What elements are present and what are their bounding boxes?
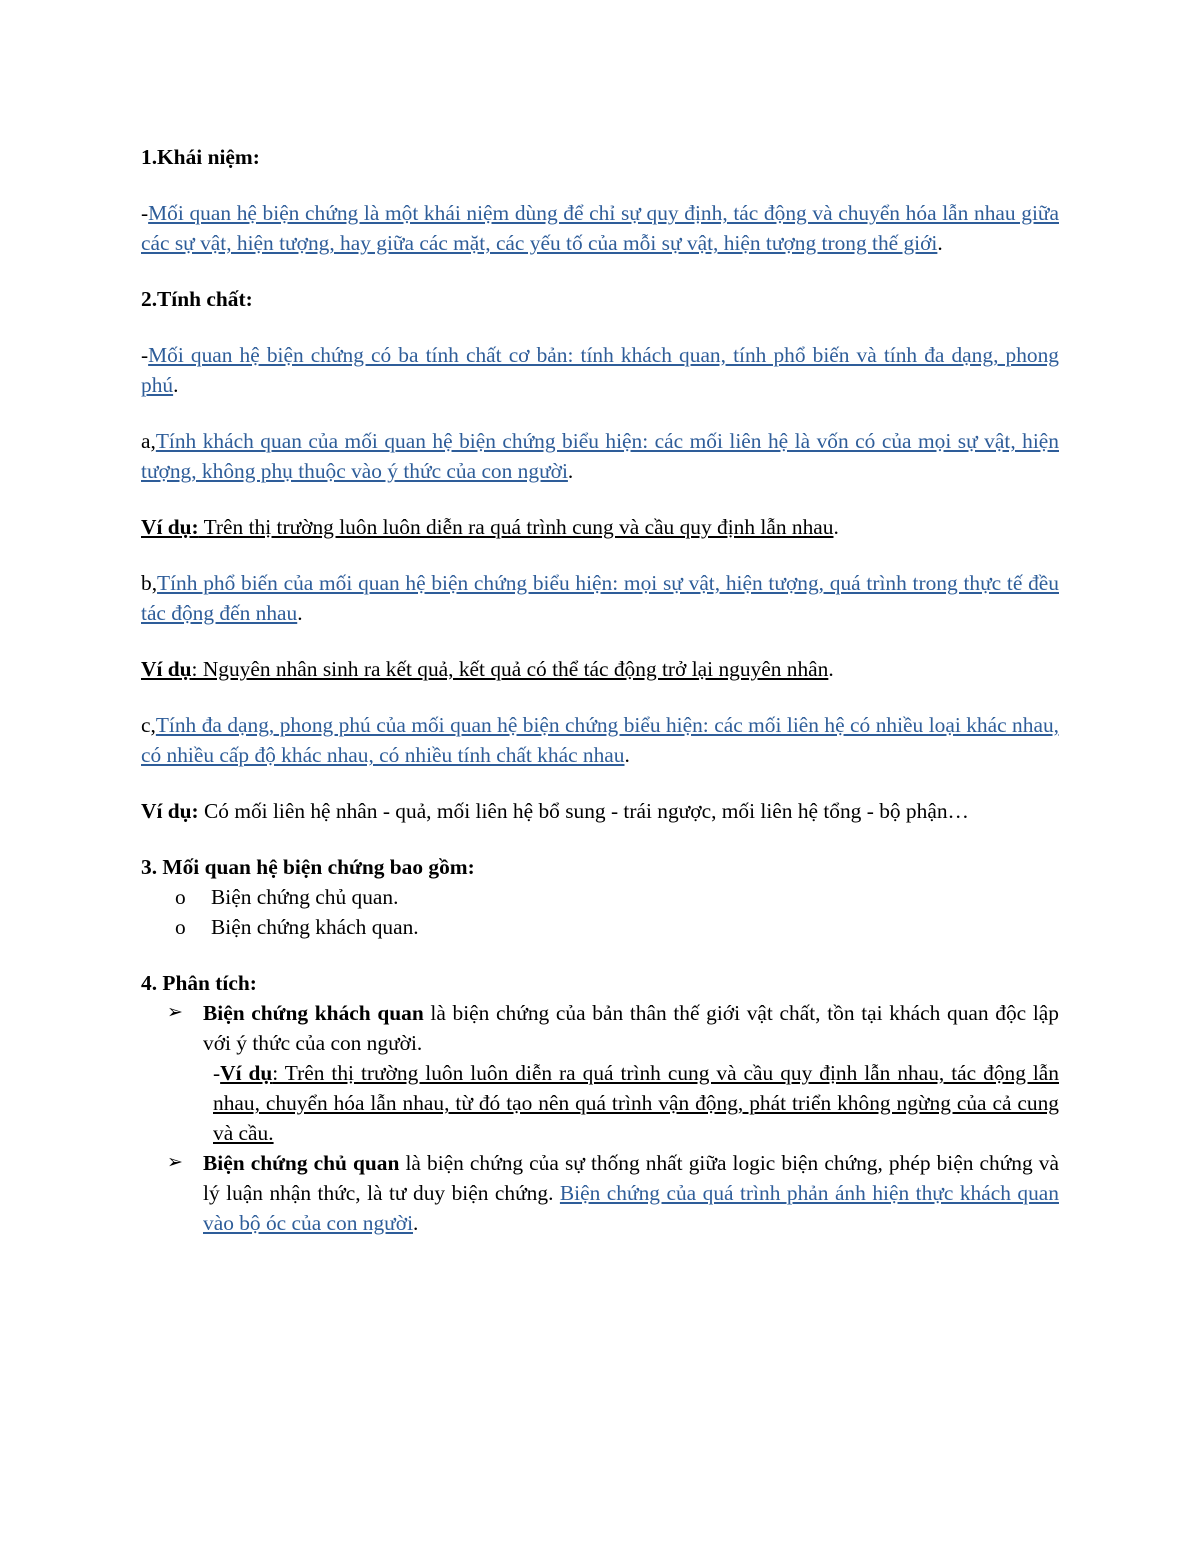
example-3: Ví dụ: Có mối liên hệ nhân - quả, mối liên hệ bổ sung - trái ngược, mối liên hệ tổng - bộ phận… [141,799,969,823]
heading-khai-niem: 1.Khái niệm: [141,145,260,169]
period: . [297,601,303,625]
property-b-link[interactable]: Tính phổ biến của mối quan hệ biện chứng biểu hiện: mọi sự vật, hiện tượng, quá trình trong thực tế đều tác động đến nhau [141,571,1059,625]
circle-bullet-icon: o [175,885,186,909]
period: . [173,373,179,397]
property-a-label: a, [141,429,156,453]
list-item: ➢ Biện chứng chủ quan là biện chứng của sự thống nhất giữa logic biện chứng, phép biện chứng và lý luận nhận thức, là tư duy biện chứng. Biện chứng của quá trình phản ánh hiện thực khách quan vào bộ óc của con người. [141,1148,1059,1238]
period: . [567,459,574,483]
example-label: Ví dụ: Trên thị trường luôn luôn diễn ra quá trình cung và cầu quy định lẫn nhau [141,515,834,539]
example-2: Ví dụ: Nguyên nhân sinh ra kết quả, kết quả có thể tác động trở lại nguyên nhân. [141,657,834,681]
period: . [624,743,630,767]
list-item: o Biện chứng chủ quan. [141,882,1059,912]
analysis-list [141,998,1059,1238]
heading-bao-gom: 3. Mối quan hệ biện chứng bao gồm: [141,855,475,879]
definition-link[interactable]: Mối quan hệ biện chứng là một khái niệm dùng để chỉ sự quy định, tác động và chuyển hóa lẫn nhau giữa các sự vật, hiện tượng, hay giữa các mặt, các yếu tố của mỗi sự vật, hiện tượng trong thế giới [141,201,1059,255]
circle-bullet-icon: o [175,915,186,939]
property-b-label: b, [141,571,158,595]
properties-intro-link[interactable]: Mối quan hệ biện chứng có ba tính chất cơ bản: tính khách quan, tính phổ biến và tính đa dạng, phong phú [141,343,1059,397]
property-a-link[interactable]: Tính khách quan của mối quan hệ biện chứng biểu hiện: các mối liên hệ là vốn có của mọi sự vật, hiện tượng, không phụ thuộc vào ý thức của con người [141,429,1059,483]
heading-tinh-chat: 2.Tính chất: [141,287,253,311]
components-list [141,882,1059,942]
term-bold: Biện chứng chủ quan [203,1151,400,1175]
heading-phan-tich: 4. Phân tích: [141,971,257,995]
period: . [937,231,943,255]
definition-paragraph [141,198,1059,258]
reflection-link[interactable]: Biện chứng của quá trình phản ánh hiện thực khách quan vào bộ óc của con người [203,1181,1059,1235]
properties-intro [141,340,1059,400]
arrow-bullet-icon: ➢ [167,1002,183,1023]
property-b [141,568,1059,628]
property-c-label: c, [141,713,156,737]
example-1: Ví dụ: Trên thị trường luôn luôn diễn ra quá trình cung và cầu quy định lẫn nhau. [141,515,839,539]
document-body [141,142,1059,1238]
property-a [141,426,1059,486]
property-c [141,710,1059,770]
list-item: o Biện chứng khách quan. [141,912,1059,942]
term-bold: Biện chứng khách quan [203,1001,424,1025]
example-paragraph: -Ví dụ: Trên thị trường luôn luôn diễn ra quá trình cung và cầu quy định lẫn nhau, tác động lẫn nhau, chuyển hóa lẫn nhau, từ đó tạo nên quá trình vận động, phát triển không ngừng của cả cung và cầu. [213,1061,1060,1145]
dash: - [141,201,149,225]
property-c-link[interactable]: Tính đa dạng, phong phú của mối quan hệ biện chứng biểu hiện: các mối liên hệ có nhiều loại khác nhau, có nhiều cấp độ khác nhau, có nhiều tính chất khác nhau [141,713,1059,767]
dash: - [141,343,149,367]
arrow-bullet-icon: ➢ [167,1152,183,1173]
list-item: ➢ Biện chứng khách quan là biện chứng của bản thân thế giới vật chất, tồn tại khách quan độc lập với ý thức của con người. -Ví dụ: Trên thị trường luôn luôn diễn ra quá trình cung và cầu quy định lẫn nhau, tác động lẫn nhau, chuyển hóa lẫn nhau, từ đó tạo nên quá trình vận động, phát triển không ngừng của cả cung và cầu. [141,998,1059,1148]
example-label: Ví dụ: [141,799,199,823]
example-label: Ví dụ: Nguyên nhân sinh ra kết quả, kết quả có thể tác động trở lại nguyên nhân [141,657,829,681]
example-label: Ví dụ [220,1061,273,1085]
